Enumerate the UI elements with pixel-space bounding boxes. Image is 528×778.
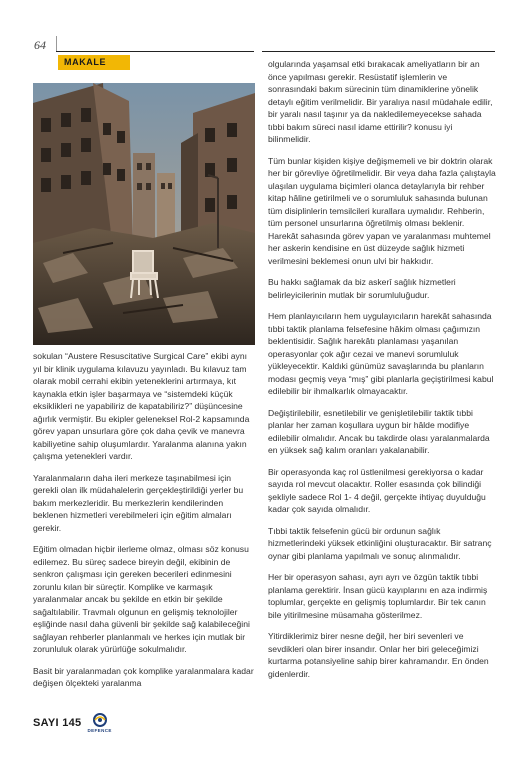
header-rule-left (56, 51, 254, 52)
header-divider-vertical (56, 36, 57, 52)
paragraph: Değiştirilebilir, esnetilebilir ve genişletilebilir taktik tıbbi planlar her zaman koşullara uygun bir hâlde modifiye edilebilir olmalıdır. Ancak bu takdirde olası yaralanmalarda en yüksek sağ kalım oranları yakalanabilir. (268, 407, 490, 455)
left-text-column (33, 350, 255, 699)
defence-logo (87, 713, 111, 733)
section-label: MAKALE (58, 55, 130, 70)
paragraph: olgularında yaşamsal etki bırakacak ameliyatların bir an önce yapılması gerekir. Resüstatif işlemlerin ve sonrasındaki bakım sürecinin tüm dinamiklerine yönelik detaylı eğitim verilmelidir. Bir yaralıya nasıl müdahale edilir, bir yaralı nasıl taşınır ya da nakledilemeyecekse sahada tıbbi bakım süreci nasıl idame ettirilir? konusu iyi bilinmelidir. (268, 59, 493, 144)
paragraph: Her bir operasyon sahası, ayrı ayrı ve özgün taktik tıbbi planlama gerektirir. İnsan gücü kayıplarını en aza indirmiş toplumlar, gerçekte en gelişmiş toplumlardır. Bir tek canın bile yitirilmesine müsamaha gösterilmez. (268, 572, 488, 620)
paragraph: Eğitim olmadan hiçbir ilerleme olmaz, olması söz konusu edilemez. Bu süreç sadece bireyin değil, ekibinin de senkron çalışması için gereken becerileri edinmesini zorunlu kılan bir süreçtir. Komplike ve karmaşık yaralanmalar ancak bu şekilde en etkin bir şekilde sağaltılabilir. Travmalı olgunun en gelişmiş teknolojiler eşliğinde nasıl daha güvenli bir şekilde sağ kalabileceğini sağlayan rehberler planlanmalı ve herkes için mutlak bir zorunluluk olarak yürürlüğe sokulmalıdır. (33, 544, 250, 654)
logo-label: DEFENCE (87, 728, 112, 733)
paragraph: sokulan “Austere Resuscitative Surgical Care” ekibi aynı yıl bir klinik uygulama kılavuzu yayınladı. Bu kılavuz tam olarak mobil cerrahi ekibin yeteneklerini artırmaya, kıt kaynakla etkin işler başarmaya ve “sistemdeki küçük eksiklikleri ne yapabiliriz de kapatabiliriz?” düşüncesine ağırlık vermiştir. Bu ekipler geleneksel Rol-2 kapsamında görev yapan unsurlara göre çok daha çevik ve manevra kabiliyetine sahip oluşumlardır. Yaralanma alanına yakın çalışma yetenekleri vardır. (33, 351, 250, 461)
rubble-scene-illustration (33, 83, 255, 345)
paragraph: Hem planlayıcıların hem uygulayıcıların harekât sahasında tıbbi taktik planlama felsefesine hâkim olması çağımızın beklentisidir. Sağlık harekâtı planlaması yaşanılan operasyonlar çok ağır cezai ve manevi sorumluluk yükleyecektir. Kaldıki günümüz savaşlarında bu planların modası geçmiş veya “mış” gibi planlarla geçiştirilmesi kabul edilebilir bir ihmalkarlık olmayacaktır. (268, 311, 494, 396)
circular-emblem-icon (91, 713, 109, 729)
paragraph: Tıbbi taktik felsefenin gücü bir ordunun sağlık hizmetlerindeki yüksek etkinliğini oluşturacaktır. Bir satranç oynar gibi planlama yapılmalı ve sonuç alınmalıdır. (268, 525, 492, 561)
right-text-column (268, 58, 496, 689)
page-footer (33, 711, 112, 735)
paragraph: Yaralanmaların daha ileri merkeze taşınabilmesi için gerekli olan ilk müdahalelerin gerçekleştirildiği yerler bu bakım merkezleridir. Bu merkezlerin kendilerinden beklenen hizmetleri verebilmeleri için eğitim almaları gerekir. (33, 472, 244, 533)
paragraph: Bu hakkı sağlamak da biz askerî sağlık hizmetleri belirleyicilerinin mutlak bir sorumluluğudur. (268, 277, 456, 300)
paragraph: Yitirdiklerimiz birer nesne değil, her biri sevenleri ve sevdikleri olan birer insandır. Onlar her biri geleceğimizi kurtarma potansiyeline sahip birer kahramandır. En önden gidenlerdir. (268, 631, 489, 679)
paragraph: Basit bir yaralanmadan çok komplike yaralanmalara kadar değişen ölçekteki yaralanma (33, 665, 254, 688)
issue-number: SAYI 145 (33, 717, 82, 729)
paragraph: Bir operasyonda kaç rol üstlenilmesi gerekiyorsa o kadar sayıda rol mevcut olacaktır. Roller esasında çok bilindiği şekliyle sadece Rol 1- 4 değil, gerçekte ihtiyaç duyulduğu kadar çok sayıda olmalıdır. (268, 466, 486, 514)
paragraph: Tüm bunlar kişiden kişiye değişmemeli ve bir doktrin olarak her bir görevliye öğretilmelidir. Bir veya daha fazla çalıştayla ulaşılan uygulama biçimleri olanca detaylarıyla bir rehber kitap hâline getirilmeli ve o sorumluluk sahasında bulunan tüm disiplinlerin temsilcileri kurallara uymalıdır. Rehberin, tüm personel unsurlarına öğretilmiş olması beklenir. Harekât sahasında görev yapan ve yaralanması muhtemel her askerin kendisine en üst düzeyde sağlık hizmeti verilmesini beklemesi onun ulvi bir hakkıdır. (268, 155, 496, 266)
header-rule-right (262, 51, 495, 52)
page-number: 64 (34, 38, 46, 52)
photo-earthquake-rubble-chair (33, 83, 255, 345)
